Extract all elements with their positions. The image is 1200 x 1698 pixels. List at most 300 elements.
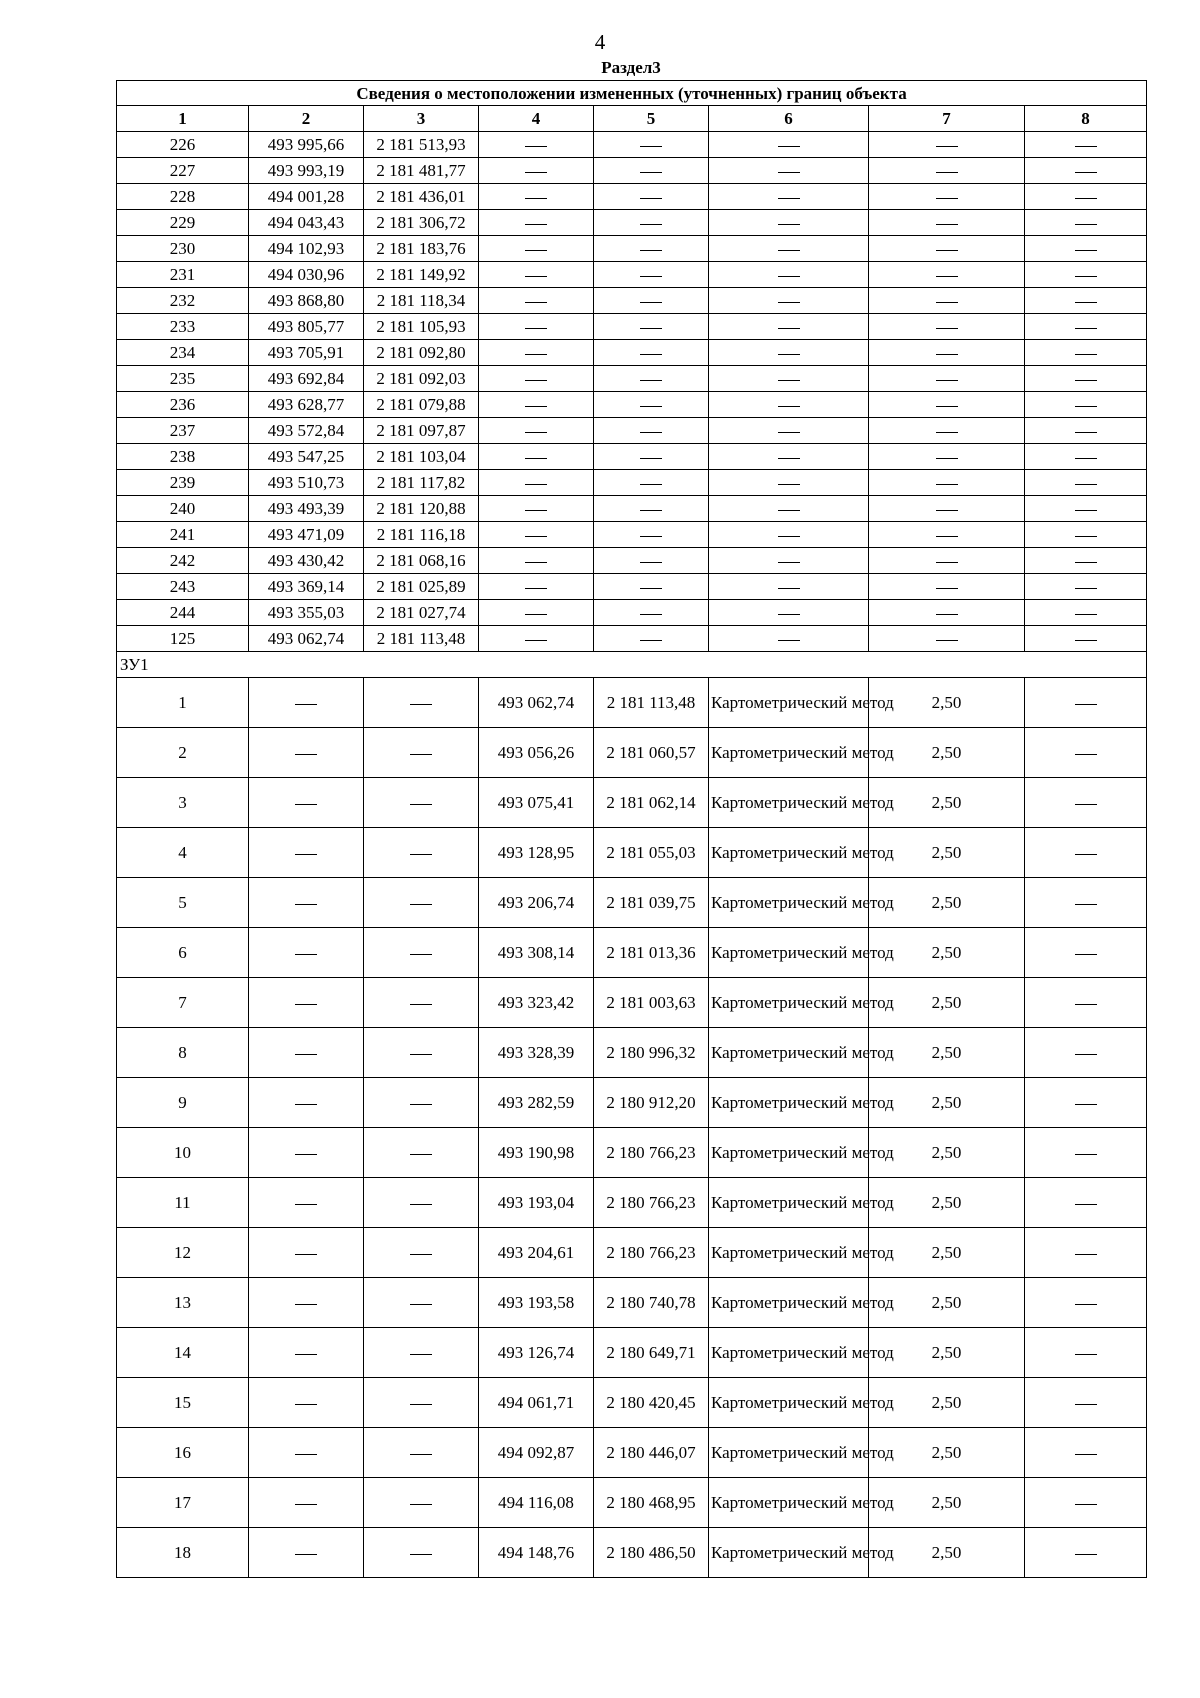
column-header: 8 [1025, 106, 1147, 132]
dash-mark [778, 276, 800, 277]
description [1025, 574, 1147, 600]
accuracy [869, 626, 1025, 652]
dash-mark [525, 536, 547, 537]
new-x [479, 210, 594, 236]
method [709, 548, 869, 574]
table-row [117, 1478, 1147, 1528]
new-x: 493 126,74 [479, 1328, 594, 1378]
existing-x [249, 1328, 364, 1378]
new-x: 493 128,95 [479, 828, 594, 878]
dash-mark [1075, 276, 1097, 277]
new-x [479, 496, 594, 522]
dash-mark [1075, 1504, 1097, 1505]
new-y: 2 180 468,95 [594, 1478, 709, 1528]
dash-mark [1075, 640, 1097, 641]
method: Картометрический метод [709, 878, 869, 928]
new-x: 494 148,76 [479, 1528, 594, 1578]
table-row [117, 158, 1147, 184]
new-y: 2 181 055,03 [594, 828, 709, 878]
existing-x: 493 572,84 [249, 418, 364, 444]
description [1025, 548, 1147, 574]
section-label: Раздел3 [601, 58, 661, 77]
dash-mark [1075, 406, 1097, 407]
description [1025, 366, 1147, 392]
dash-mark [640, 354, 662, 355]
dash-mark [525, 562, 547, 563]
point-number: 243 [117, 574, 249, 600]
point-number: 234 [117, 340, 249, 366]
accuracy: 2,50 [869, 778, 1025, 828]
new-x: 493 204,61 [479, 1228, 594, 1278]
table-row [117, 928, 1147, 978]
new-y [594, 288, 709, 314]
dash-mark [525, 198, 547, 199]
accuracy [869, 366, 1025, 392]
dash-mark [1075, 432, 1097, 433]
new-x [479, 288, 594, 314]
accuracy [869, 574, 1025, 600]
existing-x: 493 705,91 [249, 340, 364, 366]
dash-mark [525, 406, 547, 407]
description [1025, 444, 1147, 470]
dash-mark [1075, 1004, 1097, 1005]
new-y: 2 180 912,20 [594, 1078, 709, 1128]
method: Картометрический метод [709, 978, 869, 1028]
existing-x: 494 043,43 [249, 210, 364, 236]
existing-x [249, 928, 364, 978]
point-number: 226 [117, 132, 249, 158]
dash-mark [1075, 224, 1097, 225]
point-number: 5 [117, 878, 249, 928]
dash-mark [295, 1304, 317, 1305]
dash-mark [1075, 1204, 1097, 1205]
dash-mark [640, 224, 662, 225]
dash-mark [1075, 484, 1097, 485]
column-header: 1 [117, 106, 249, 132]
table-row [117, 728, 1147, 778]
description [1025, 496, 1147, 522]
new-y [594, 548, 709, 574]
new-x: 494 116,08 [479, 1478, 594, 1528]
method [709, 418, 869, 444]
accuracy: 2,50 [869, 728, 1025, 778]
point-number: 233 [117, 314, 249, 340]
existing-y [364, 1178, 479, 1228]
table-title-row [117, 81, 1147, 106]
dash-mark [295, 804, 317, 805]
dash-mark [295, 1204, 317, 1205]
description [1025, 1378, 1147, 1428]
new-x [479, 444, 594, 470]
dash-mark [1075, 1254, 1097, 1255]
accuracy: 2,50 [869, 1228, 1025, 1278]
table-body [117, 81, 1147, 1578]
accuracy [869, 392, 1025, 418]
new-y [594, 600, 709, 626]
new-y [594, 132, 709, 158]
dash-mark [525, 380, 547, 381]
dash-mark [1075, 804, 1097, 805]
column-header: 4 [479, 106, 594, 132]
description [1025, 928, 1147, 978]
accuracy: 2,50 [869, 878, 1025, 928]
table-row [117, 444, 1147, 470]
dash-mark [295, 1154, 317, 1155]
accuracy [869, 418, 1025, 444]
dash-mark [936, 432, 958, 433]
point-number: 7 [117, 978, 249, 1028]
description [1025, 1528, 1147, 1578]
dash-mark [410, 1054, 432, 1055]
dash-mark [1075, 536, 1097, 537]
table-row [117, 778, 1147, 828]
dash-mark [936, 172, 958, 173]
point-number: 235 [117, 366, 249, 392]
point-number: 4 [117, 828, 249, 878]
existing-y: 2 181 113,48 [364, 626, 479, 652]
existing-y: 2 181 116,18 [364, 522, 479, 548]
existing-y [364, 678, 479, 728]
method [709, 314, 869, 340]
method [709, 600, 869, 626]
column-header: 6 [709, 106, 869, 132]
table-row [117, 1228, 1147, 1278]
dash-mark [936, 146, 958, 147]
accuracy: 2,50 [869, 1328, 1025, 1378]
new-x: 493 193,58 [479, 1278, 594, 1328]
existing-x: 493 805,77 [249, 314, 364, 340]
existing-x [249, 978, 364, 1028]
method: Картометрический метод [709, 728, 869, 778]
dash-mark [936, 380, 958, 381]
point-number: 6 [117, 928, 249, 978]
dash-mark [295, 1004, 317, 1005]
existing-x [249, 778, 364, 828]
point-number: 232 [117, 288, 249, 314]
point-number: 238 [117, 444, 249, 470]
method: Картометрический метод [709, 1428, 869, 1478]
new-x [479, 574, 594, 600]
description [1025, 470, 1147, 496]
method [709, 236, 869, 262]
existing-x: 493 993,19 [249, 158, 364, 184]
method: Картометрический метод [709, 1478, 869, 1528]
method [709, 210, 869, 236]
dash-mark [410, 1304, 432, 1305]
dash-mark [410, 954, 432, 955]
dash-mark [936, 536, 958, 537]
new-x [479, 158, 594, 184]
dash-mark [640, 614, 662, 615]
point-number: 18 [117, 1528, 249, 1578]
accuracy: 2,50 [869, 1378, 1025, 1428]
new-x: 493 323,42 [479, 978, 594, 1028]
table-row [117, 1328, 1147, 1378]
existing-y [364, 1478, 479, 1528]
dash-mark [640, 380, 662, 381]
table-row [117, 574, 1147, 600]
accuracy [869, 184, 1025, 210]
accuracy: 2,50 [869, 1428, 1025, 1478]
description [1025, 978, 1147, 1028]
new-y [594, 522, 709, 548]
dash-mark [778, 458, 800, 459]
dash-mark [640, 146, 662, 147]
table-row [117, 236, 1147, 262]
method [709, 496, 869, 522]
dash-mark [295, 1254, 317, 1255]
existing-x: 493 493,39 [249, 496, 364, 522]
accuracy: 2,50 [869, 1278, 1025, 1328]
description [1025, 626, 1147, 652]
dash-mark [410, 704, 432, 705]
dash-mark [525, 640, 547, 641]
new-y [594, 392, 709, 418]
table-row [117, 1028, 1147, 1078]
dash-mark [410, 1154, 432, 1155]
dash-mark [640, 302, 662, 303]
dash-mark [778, 614, 800, 615]
method: Картометрический метод [709, 828, 869, 878]
dash-mark [1075, 904, 1097, 905]
dash-mark [525, 614, 547, 615]
dash-mark [778, 224, 800, 225]
dash-mark [410, 1104, 432, 1105]
new-x [479, 600, 594, 626]
dash-mark [295, 1054, 317, 1055]
existing-y: 2 181 025,89 [364, 574, 479, 600]
new-y: 2 180 766,23 [594, 1128, 709, 1178]
accuracy [869, 210, 1025, 236]
existing-y: 2 181 306,72 [364, 210, 479, 236]
new-y: 2 180 740,78 [594, 1278, 709, 1328]
dash-mark [525, 250, 547, 251]
method: Картометрический метод [709, 1078, 869, 1128]
description [1025, 1228, 1147, 1278]
dash-mark [1075, 1104, 1097, 1105]
new-x [479, 314, 594, 340]
existing-x: 493 510,73 [249, 470, 364, 496]
dash-mark [936, 640, 958, 641]
dash-mark [778, 562, 800, 563]
table-row [117, 184, 1147, 210]
dash-mark [936, 224, 958, 225]
method [709, 132, 869, 158]
description [1025, 288, 1147, 314]
existing-x [249, 1228, 364, 1278]
new-y: 2 180 486,50 [594, 1528, 709, 1578]
accuracy [869, 236, 1025, 262]
dash-mark [410, 854, 432, 855]
method [709, 470, 869, 496]
method: Картометрический метод [709, 1378, 869, 1428]
dash-mark [1075, 1454, 1097, 1455]
description [1025, 184, 1147, 210]
point-number: 231 [117, 262, 249, 288]
dash-mark [1075, 1354, 1097, 1355]
existing-x: 493 430,42 [249, 548, 364, 574]
existing-y [364, 728, 479, 778]
point-number: 228 [117, 184, 249, 210]
new-y [594, 366, 709, 392]
accuracy: 2,50 [869, 1028, 1025, 1078]
description [1025, 1078, 1147, 1128]
new-y [594, 340, 709, 366]
dash-mark [410, 904, 432, 905]
table-row [117, 288, 1147, 314]
existing-y: 2 181 027,74 [364, 600, 479, 626]
description [1025, 1178, 1147, 1228]
description [1025, 522, 1147, 548]
point-number: 9 [117, 1078, 249, 1128]
method: Картометрический метод [709, 778, 869, 828]
new-y [594, 444, 709, 470]
point-number: 227 [117, 158, 249, 184]
description [1025, 1478, 1147, 1528]
new-x: 493 193,04 [479, 1178, 594, 1228]
existing-x [249, 828, 364, 878]
accuracy: 2,50 [869, 1528, 1025, 1578]
existing-x [249, 1478, 364, 1528]
new-y [594, 418, 709, 444]
existing-y: 2 181 436,01 [364, 184, 479, 210]
accuracy: 2,50 [869, 928, 1025, 978]
existing-x: 493 547,25 [249, 444, 364, 470]
table-row [117, 1278, 1147, 1328]
method: Картометрический метод [709, 1178, 869, 1228]
new-y: 2 180 446,07 [594, 1428, 709, 1478]
new-y: 2 180 996,32 [594, 1028, 709, 1078]
existing-y: 2 181 068,16 [364, 548, 479, 574]
dash-mark [295, 1104, 317, 1105]
accuracy [869, 600, 1025, 626]
dash-mark [410, 1254, 432, 1255]
existing-y [364, 778, 479, 828]
existing-x [249, 1378, 364, 1428]
dash-mark [295, 1504, 317, 1505]
dash-mark [1075, 250, 1097, 251]
dash-mark [1075, 354, 1097, 355]
existing-x [249, 878, 364, 928]
dash-mark [525, 276, 547, 277]
dash-mark [640, 172, 662, 173]
dash-mark [936, 328, 958, 329]
table-row [117, 392, 1147, 418]
existing-y: 2 181 513,93 [364, 132, 479, 158]
existing-x [249, 1428, 364, 1478]
existing-y [364, 1528, 479, 1578]
dash-mark [936, 198, 958, 199]
existing-y [364, 1228, 479, 1278]
new-y: 2 180 649,71 [594, 1328, 709, 1378]
description [1025, 340, 1147, 366]
existing-y: 2 181 481,77 [364, 158, 479, 184]
existing-y [364, 978, 479, 1028]
existing-y: 2 181 079,88 [364, 392, 479, 418]
new-y [594, 496, 709, 522]
table-row [117, 470, 1147, 496]
dash-mark [1075, 1154, 1097, 1155]
existing-x: 494 001,28 [249, 184, 364, 210]
new-x [479, 418, 594, 444]
accuracy: 2,50 [869, 678, 1025, 728]
description [1025, 1328, 1147, 1378]
point-number: 244 [117, 600, 249, 626]
new-y [594, 262, 709, 288]
method [709, 340, 869, 366]
point-number: 242 [117, 548, 249, 574]
dash-mark [410, 1354, 432, 1355]
existing-x: 493 628,77 [249, 392, 364, 418]
dash-mark [525, 302, 547, 303]
dash-mark [778, 250, 800, 251]
point-number: 1 [117, 678, 249, 728]
new-x [479, 366, 594, 392]
method [709, 262, 869, 288]
method: Картометрический метод [709, 1528, 869, 1578]
group-row [117, 652, 1147, 678]
existing-y: 2 181 097,87 [364, 418, 479, 444]
dash-mark [410, 804, 432, 805]
dash-mark [525, 328, 547, 329]
existing-y: 2 181 117,82 [364, 470, 479, 496]
new-y: 2 181 062,14 [594, 778, 709, 828]
dash-mark [1075, 704, 1097, 705]
dash-mark [1075, 302, 1097, 303]
dash-mark [1075, 854, 1097, 855]
description [1025, 132, 1147, 158]
method: Картометрический метод [709, 1028, 869, 1078]
accuracy: 2,50 [869, 1478, 1025, 1528]
dash-mark [640, 588, 662, 589]
new-y: 2 181 039,75 [594, 878, 709, 928]
accuracy [869, 522, 1025, 548]
column-header: 5 [594, 106, 709, 132]
dash-mark [778, 432, 800, 433]
dash-mark [936, 614, 958, 615]
point-number: 2 [117, 728, 249, 778]
existing-y [364, 1128, 479, 1178]
description [1025, 1278, 1147, 1328]
accuracy: 2,50 [869, 1128, 1025, 1178]
dash-mark [778, 172, 800, 173]
existing-y [364, 1278, 479, 1328]
table-row [117, 1078, 1147, 1128]
existing-y [364, 1328, 479, 1378]
boundary-table [116, 80, 1147, 1578]
description [1025, 878, 1147, 928]
header-row [117, 106, 1147, 132]
existing-y [364, 1028, 479, 1078]
point-number: 17 [117, 1478, 249, 1528]
dash-mark [295, 854, 317, 855]
table-row [117, 522, 1147, 548]
existing-y: 2 181 105,93 [364, 314, 479, 340]
new-y [594, 236, 709, 262]
existing-x: 493 355,03 [249, 600, 364, 626]
existing-x [249, 1528, 364, 1578]
point-number: 237 [117, 418, 249, 444]
dash-mark [936, 588, 958, 589]
new-x [479, 522, 594, 548]
existing-y: 2 181 183,76 [364, 236, 479, 262]
existing-y [364, 1428, 479, 1478]
point-number: 239 [117, 470, 249, 496]
dash-mark [410, 1404, 432, 1405]
accuracy [869, 548, 1025, 574]
description [1025, 210, 1147, 236]
existing-x [249, 1128, 364, 1178]
